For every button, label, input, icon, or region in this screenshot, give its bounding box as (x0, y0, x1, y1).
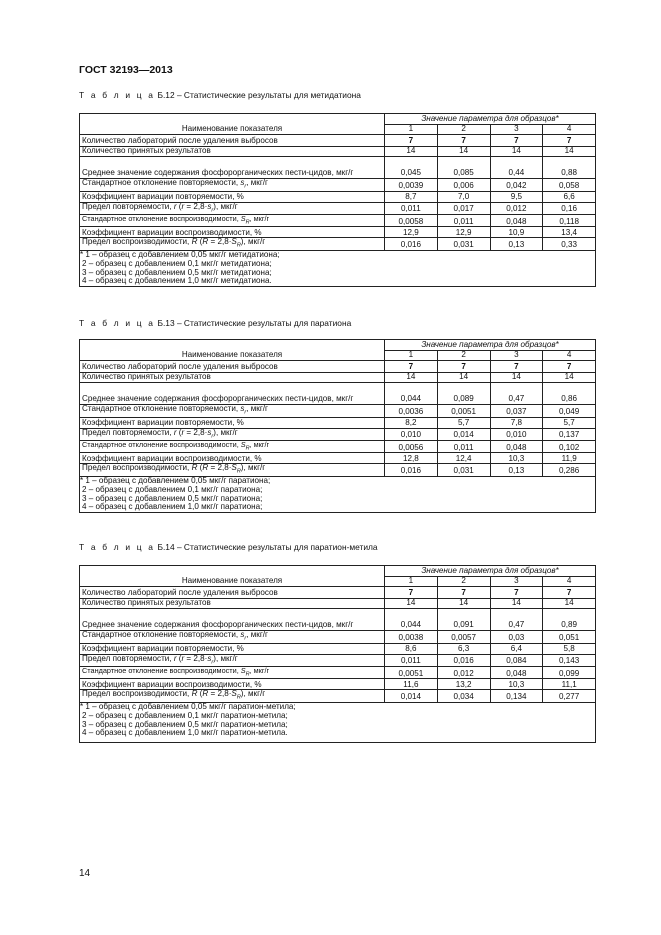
cell-value: 5,7 (543, 417, 596, 428)
document-header: ГОСТ 32193—2013 (79, 64, 173, 76)
footnote-line: 3 – образец с добавлением 0,5 мкг/г паратиона; (82, 493, 263, 503)
cell-value: 0,048 (490, 441, 543, 453)
cell-value: 12,4 (437, 453, 490, 464)
footnote-line: 4 – образец с добавлением 1,0 мкг/г паратион-метила. (82, 728, 288, 738)
row-label: Предел воспроизводимости, R $(R = 2,8\cdot S_R)$, мкг/г (80, 464, 385, 477)
footnote-row (80, 703, 596, 743)
cell-value: 0,0036 (385, 405, 438, 418)
cell-value: 0,102 (543, 441, 596, 453)
cell-value: 0,277 (543, 690, 596, 703)
cell-value: 0,051 (543, 631, 596, 644)
table-row (80, 453, 596, 464)
cell-value: 0,049 (543, 405, 596, 418)
column-header-sample: 3 (490, 351, 543, 361)
cell-value: 8,6 (385, 643, 438, 654)
cell-value: 0,03 (490, 631, 543, 644)
cell-value: 5,7 (437, 417, 490, 428)
cell-value: 14 (385, 599, 438, 609)
table-row (80, 441, 596, 453)
row-label: Количество лабораторий после удаления выбросов (80, 587, 385, 599)
cell-value: 0,16 (543, 202, 596, 215)
cell-value: 7 (437, 587, 490, 599)
table-row (80, 667, 596, 679)
footnote-line: 2 – образец с добавлением 0,1 мкг/г метидатиона; (82, 258, 272, 268)
column-header-sample: 1 (385, 577, 438, 587)
cell-value: 0,47 (490, 383, 543, 405)
footnote-line: 2 – образец с добавлением 0,1 мкг/г паратиона; (82, 484, 263, 494)
cell-value: 10,3 (490, 453, 543, 464)
table-row (80, 599, 596, 609)
table-row (80, 690, 596, 703)
column-header-values: Значение параметра для образцов* (385, 340, 596, 351)
caption-label: Т а б л и ц а (79, 318, 156, 328)
row-label: Среднее значение содержания фосфорорганических пести-цидов, мкг/г (80, 609, 385, 631)
table-row (80, 215, 596, 227)
cell-value: 0,014 (437, 428, 490, 441)
footnote-row (80, 477, 596, 513)
cell-value: 6,6 (543, 191, 596, 202)
table-row (80, 631, 596, 644)
cell-value: 12,9 (437, 227, 490, 238)
column-header-sample: 4 (543, 351, 596, 361)
cell-value: 0,33 (543, 238, 596, 251)
table-row (80, 157, 596, 179)
cell-value: 10,9 (490, 227, 543, 238)
stats-table-b14 (79, 565, 596, 743)
footnote-line: 3 – образец с добавлением 0,5 мкг/г метидатиона; (82, 267, 272, 277)
row-label: Среднее значение содержания фосфорорганических пести-цидов, мкг/г (80, 383, 385, 405)
cell-value: 7 (437, 135, 490, 147)
row-label: Предел повторяемости, r $(r = 2,8\cdot s_r)$, мкг/г (80, 428, 385, 441)
cell-value: 13,4 (543, 227, 596, 238)
table-caption (79, 542, 378, 552)
row-label: Стандартное отклонение повторяемости, $s_r$, мкг/г (80, 405, 385, 418)
cell-value: 0,012 (437, 667, 490, 679)
cell-value: 7 (385, 587, 438, 599)
cell-value: 0,091 (437, 609, 490, 631)
row-label: Количество лабораторий после удаления выбросов (80, 361, 385, 373)
table-row (80, 609, 596, 631)
cell-value: 6,4 (490, 643, 543, 654)
cell-value: 0,016 (437, 654, 490, 667)
row-label: Среднее значение содержания фосфорорганических пести-цидов, мкг/г (80, 157, 385, 179)
cell-value: 0,143 (543, 654, 596, 667)
table-row (80, 405, 596, 418)
row-label: Предел повторяемости, r $(r = 2,8\cdot s_r)$, мкг/г (80, 654, 385, 667)
cell-value: 6,3 (437, 643, 490, 654)
row-label: Количество принятых результатов (80, 373, 385, 383)
column-header-sample: 4 (543, 577, 596, 587)
table-row (80, 417, 596, 428)
caption-label: Т а б л и ц а (79, 542, 156, 552)
cell-value: 0,0058 (385, 215, 438, 227)
cell-value: 14 (490, 599, 543, 609)
caption-text: Б.12 – Статистические результаты для метидатиона (157, 90, 361, 100)
cell-value: 0,006 (437, 179, 490, 192)
cell-value: 14 (543, 373, 596, 383)
cell-value: 14 (490, 147, 543, 157)
cell-value: 0,286 (543, 464, 596, 477)
cell-value: 7 (490, 361, 543, 373)
cell-value: 0,031 (437, 464, 490, 477)
cell-value: 0,084 (490, 654, 543, 667)
row-label: Количество принятых результатов (80, 599, 385, 609)
caption-text: Б.13 – Статистические результаты для паратиона (157, 318, 352, 328)
cell-value: 0,0051 (437, 405, 490, 418)
cell-value: 14 (437, 599, 490, 609)
column-header-sample: 2 (437, 125, 490, 135)
column-header-sample: 1 (385, 125, 438, 135)
cell-value: 8,2 (385, 417, 438, 428)
cell-value: 0,0039 (385, 179, 438, 192)
cell-value: 7,0 (437, 191, 490, 202)
table-footnote (80, 251, 596, 287)
row-label: Стандартное отклонение повторяемости, $s_r$, мкг/г (80, 631, 385, 644)
cell-value: 0,010 (490, 428, 543, 441)
column-header-values: Значение параметра для образцов* (385, 114, 596, 125)
cell-value: 8,7 (385, 191, 438, 202)
cell-value: 0,045 (385, 157, 438, 179)
cell-value: 7 (543, 361, 596, 373)
cell-value: 7 (385, 135, 438, 147)
cell-value: 0,048 (490, 667, 543, 679)
page-number: 14 (79, 868, 91, 879)
cell-value: 14 (543, 147, 596, 157)
cell-value: 0,0051 (385, 667, 438, 679)
cell-value: 5,8 (543, 643, 596, 654)
cell-value: 13,2 (437, 679, 490, 690)
footnote-line: 2 – образец с добавлением 0,1 мкг/г паратион-метила; (82, 710, 288, 720)
row-label: Предел воспроизводимости, R $(R = 2,8\cdot S_R)$, мкг/г (80, 690, 385, 703)
cell-value: 0,011 (437, 441, 490, 453)
cell-value: 0,134 (490, 690, 543, 703)
table-row (80, 643, 596, 654)
table-row (80, 227, 596, 238)
table-row (80, 654, 596, 667)
cell-value: 11,6 (385, 679, 438, 690)
column-header-sample: 2 (437, 351, 490, 361)
column-header-sample: 1 (385, 351, 438, 361)
table-caption (79, 90, 361, 100)
footnote-line: 4 – образец с добавлением 1,0 мкг/г метидатиона. (82, 276, 272, 286)
row-label: Стандартное отклонение воспроизводимости, $S_R$, мкг/г (80, 215, 385, 227)
row-label: Коэффициент вариации повторяемости, % (80, 191, 385, 202)
table-caption (79, 318, 351, 328)
cell-value: 10,3 (490, 679, 543, 690)
cell-value: 14 (385, 147, 438, 157)
cell-value: 7 (490, 587, 543, 599)
cell-value: 14 (543, 599, 596, 609)
table-footnote (80, 703, 596, 743)
cell-value: 0,89 (543, 609, 596, 631)
row-label: Количество принятых результатов (80, 147, 385, 157)
footnote-line: * 1 – образец с добавлением 0,05 мкг/г паратиона; (80, 476, 271, 486)
cell-value: 0,014 (385, 690, 438, 703)
footnote-line: 4 – образец с добавлением 1,0 мкг/г паратиона; (82, 502, 263, 512)
row-label: Коэффициент вариации повторяемости, % (80, 643, 385, 654)
footnote-line: * 1 – образец с добавлением 0,05 мкг/г метидатиона; (80, 250, 280, 260)
cell-value: 9,5 (490, 191, 543, 202)
cell-value: 7,8 (490, 417, 543, 428)
cell-value: 14 (385, 373, 438, 383)
cell-value: 0,034 (437, 690, 490, 703)
cell-value: 0,048 (490, 215, 543, 227)
caption-text: Б.14 – Статистические результаты для паратион-метила (157, 542, 378, 552)
cell-value: 12,8 (385, 453, 438, 464)
table-row (80, 464, 596, 477)
cell-value: 0,0057 (437, 631, 490, 644)
footnote-row (80, 251, 596, 287)
column-header-name: Наименование показателя (80, 114, 385, 135)
cell-value: 0,044 (385, 609, 438, 631)
row-label: Коэффициент вариации повторяемости, % (80, 417, 385, 428)
table-row (80, 361, 596, 373)
row-label: Количество лабораторий после удаления выбросов (80, 135, 385, 147)
cell-value: 7 (437, 361, 490, 373)
cell-value: 0,037 (490, 405, 543, 418)
cell-value: 0,010 (385, 428, 438, 441)
table-row (80, 383, 596, 405)
cell-value: 0,0038 (385, 631, 438, 644)
cell-value: 0,86 (543, 383, 596, 405)
row-label: Стандартное отклонение воспроизводимости, $S_R$, мкг/г (80, 441, 385, 453)
table-row (80, 428, 596, 441)
cell-value: 0,042 (490, 179, 543, 192)
cell-value: 0,011 (385, 654, 438, 667)
cell-value: 14 (437, 373, 490, 383)
cell-value: 0,118 (543, 215, 596, 227)
cell-value: 0,0056 (385, 441, 438, 453)
table-row (80, 679, 596, 690)
cell-value: 0,099 (543, 667, 596, 679)
table-row (80, 135, 596, 147)
cell-value: 12,9 (385, 227, 438, 238)
cell-value: 0,031 (437, 238, 490, 251)
cell-value: 0,88 (543, 157, 596, 179)
row-label: Стандартное отклонение повторяемости, $s_r$, мкг/г (80, 179, 385, 192)
column-header-sample: 2 (437, 577, 490, 587)
row-label: Коэффициент вариации воспроизводимости, % (80, 453, 385, 464)
column-header-sample: 3 (490, 125, 543, 135)
column-header-sample: 4 (543, 125, 596, 135)
row-label: Предел повторяемости, r $(r = 2,8\cdot s_r)$, мкг/г (80, 202, 385, 215)
cell-value: 7 (385, 361, 438, 373)
cell-value: 0,016 (385, 238, 438, 251)
cell-value: 0,47 (490, 609, 543, 631)
row-label: Стандартное отклонение воспроизводимости, $S_R$, мкг/г (80, 667, 385, 679)
cell-value: 0,13 (490, 238, 543, 251)
cell-value: 0,058 (543, 179, 596, 192)
cell-value: 0,011 (437, 215, 490, 227)
column-header-values: Значение параметра для образцов* (385, 566, 596, 577)
table-row (80, 147, 596, 157)
cell-value: 7 (490, 135, 543, 147)
row-label: Коэффициент вариации воспроизводимости, % (80, 679, 385, 690)
table-row (80, 587, 596, 599)
cell-value: 0,44 (490, 157, 543, 179)
stats-table-b12 (79, 113, 596, 287)
cell-value: 14 (490, 373, 543, 383)
table-row (80, 202, 596, 215)
footnote-line: * 1 – образец с добавлением 0,05 мкг/г паратион-метила; (80, 702, 296, 712)
footnote-line: 3 – образец с добавлением 0,5 мкг/г паратион-метила; (82, 719, 288, 729)
row-label: Предел воспроизводимости, R $(R = 2,8\cdot S_R)$, мкг/г (80, 238, 385, 251)
cell-value: 14 (437, 147, 490, 157)
table-row (80, 238, 596, 251)
table-row (80, 373, 596, 383)
cell-value: 0,016 (385, 464, 438, 477)
cell-value: 7 (543, 135, 596, 147)
column-header-name: Наименование показателя (80, 340, 385, 361)
cell-value: 0,017 (437, 202, 490, 215)
cell-value: 0,085 (437, 157, 490, 179)
cell-value: 0,137 (543, 428, 596, 441)
row-label: Коэффициент вариации воспроизводимости, % (80, 227, 385, 238)
table-row (80, 179, 596, 192)
column-header-name: Наименование показателя (80, 566, 385, 587)
cell-value: 0,012 (490, 202, 543, 215)
cell-value: 0,089 (437, 383, 490, 405)
cell-value: 0,044 (385, 383, 438, 405)
cell-value: 11,1 (543, 679, 596, 690)
column-header-sample: 3 (490, 577, 543, 587)
table-footnote (80, 477, 596, 513)
cell-value: 11,9 (543, 453, 596, 464)
cell-value: 0,011 (385, 202, 438, 215)
stats-table-b13 (79, 339, 596, 513)
caption-label: Т а б л и ц а (79, 90, 156, 100)
cell-value: 0,13 (490, 464, 543, 477)
cell-value: 7 (543, 587, 596, 599)
table-row (80, 191, 596, 202)
